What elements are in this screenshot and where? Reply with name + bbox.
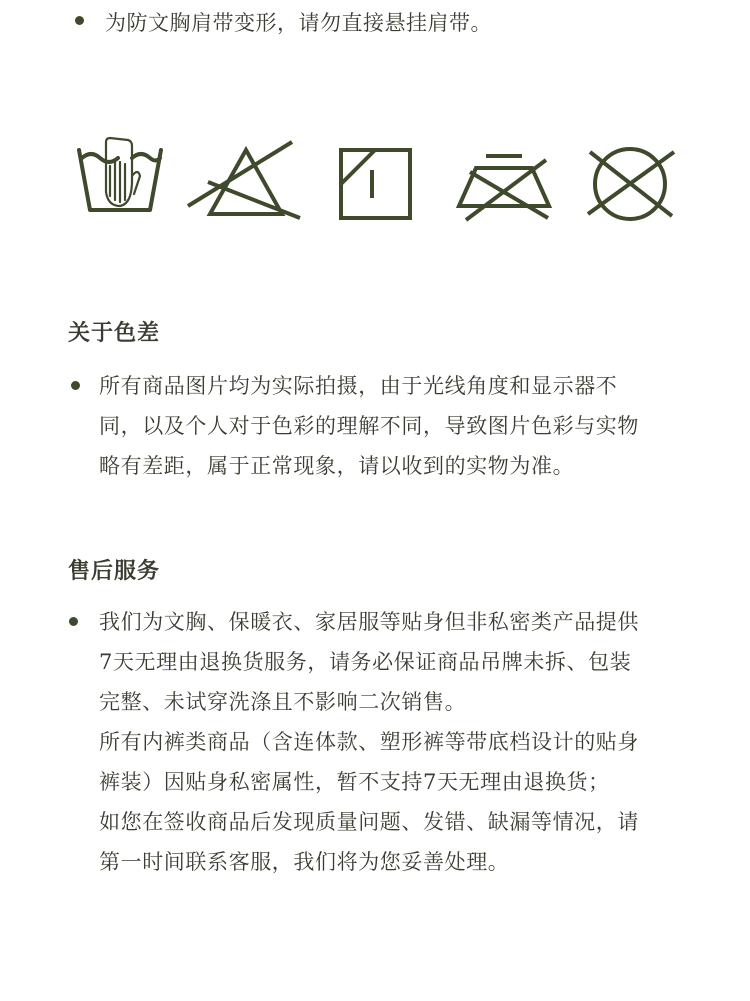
no-bleach-icon — [186, 136, 304, 224]
drip-dry-icon — [338, 136, 414, 222]
paragraph-line: 完整、未试穿洗涤且不影响二次销售。 — [99, 690, 467, 714]
paragraph-line: 7天无理由退换货服务，请务必保证商品吊牌未拆、包装 — [99, 650, 632, 674]
paragraph-line: 同，以及个人对于色彩的理解不同，导致图片色彩与实物 — [99, 414, 639, 438]
paragraph-line: 裤装）因贴身私密属性，暂不支持7天无理由退换货； — [99, 770, 610, 794]
hand-wash-icon — [76, 136, 164, 218]
no-dry-clean-icon — [586, 136, 676, 224]
paragraph-line: 所有内裤类商品（含连体款、塑形裤等带底档设计的贴身 — [99, 730, 639, 754]
no-iron-icon — [456, 136, 552, 226]
paragraph-line: 第一时间联系客服，我们将为您妥善处理。 — [99, 850, 510, 874]
paragraph-line: 所有商品图片均为实际拍摄，由于光线角度和显示器不 — [99, 374, 618, 398]
bullet-dot — [75, 16, 84, 25]
paragraph-line: 如您在签收商品后发现质量问题、发错、缺漏等情况，请 — [99, 810, 639, 834]
bullet-dot — [71, 381, 80, 390]
service-section-paragraph — [99, 602, 699, 882]
service-section-heading: 售后服务 — [68, 558, 161, 584]
color-section-heading: 关于色差 — [68, 320, 161, 346]
paragraph-line: 略有差距，属于正常现象，请以收到的实物为准。 — [99, 454, 575, 478]
color-section-paragraph — [99, 366, 699, 486]
top-note-text: 为防文胸肩带变形，请勿直接悬挂肩带。 — [105, 11, 492, 35]
paragraph-line: 我们为文胸、保暖衣、家居服等贴身但非私密类产品提供 — [99, 610, 639, 634]
bullet-dot — [69, 617, 78, 626]
